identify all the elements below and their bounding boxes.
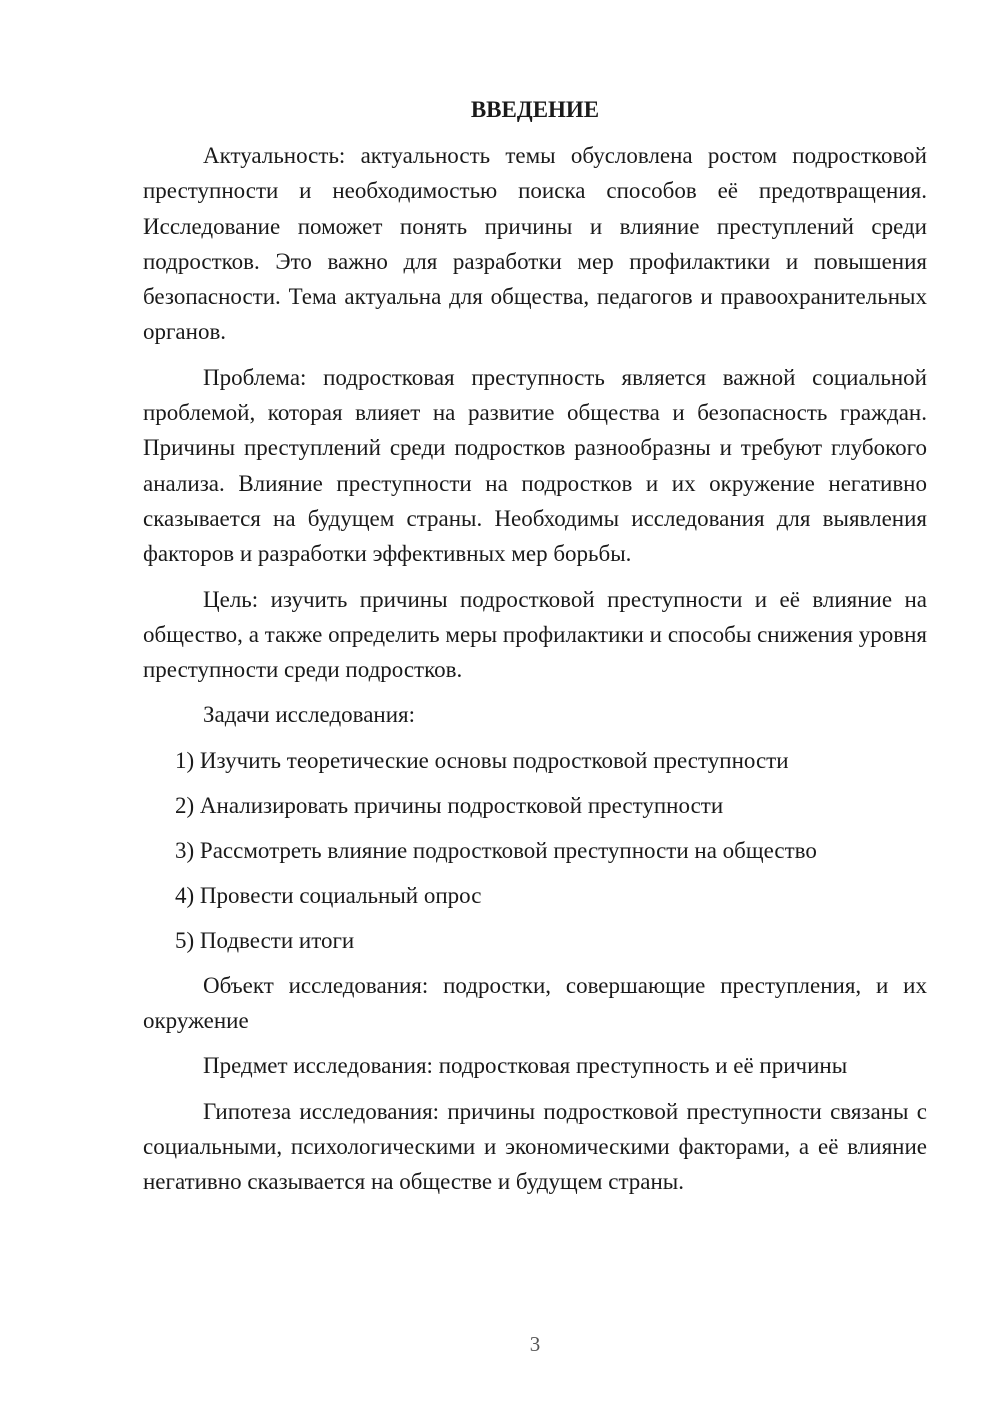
- goal-paragraph: Цель: изучить причины подростковой преступности и её влияние на общество, а также определить меры профилактики и способы снижения уровня преступности среди подростков.: [143, 586, 927, 683]
- page-number: 3: [529, 1332, 541, 1356]
- problem-paragraph: Проблема: подростковая преступность является важной социальной проблемой, которая влияет на развитие общества и безопасность граждан. Причины преступлений среди подростков разнообразны и требуют глубокого анализа. Влияние преступности на подростков и их окружение негативно сказывается на будущем страны. Необходимы исследования для выявления факторов и разработки эффективных мер борьбы.: [143, 364, 927, 567]
- task-item: 4) Провести социальный опрос: [175, 882, 482, 908]
- task-item: 1) Изучить теоретические основы подростковой преступности: [175, 747, 789, 773]
- hypothesis-paragraph: Гипотеза исследования: причины подростковой преступности связаны с социальными, психологическими и экономическими факторами, а её влияние негативно сказывается на обществе и будущем страны.: [143, 1098, 927, 1195]
- tasks-list: [143, 743, 927, 958]
- section-title: ВВЕДЕНИЕ: [470, 97, 600, 122]
- task-item: 2) Анализировать причины подростковой преступности: [175, 792, 724, 818]
- task-item: 5) Подвести итоги: [175, 927, 355, 953]
- object-paragraph: Объект исследования: подростки, совершающие преступления, и их окружение: [143, 972, 927, 1034]
- tasks-heading: Задачи исследования:: [203, 702, 416, 728]
- task-item: 3) Рассмотреть влияние подростковой преступности на общество: [175, 837, 817, 863]
- relevance-paragraph: Актуальность: актуальность темы обусловлена ростом подростковой преступности и необходимостью поиска способов её предотвращения. Исследование поможет понять причины и влияние преступлений среди подростков. Это важно для разработки мер профилактики и повышения безопасности. Тема актуальна для общества, педагогов и правоохранительных органов.: [143, 143, 927, 345]
- document-page: [143, 92, 927, 1210]
- subject-paragraph: Предмет исследования: подростковая преступность и её причины: [203, 1053, 848, 1079]
